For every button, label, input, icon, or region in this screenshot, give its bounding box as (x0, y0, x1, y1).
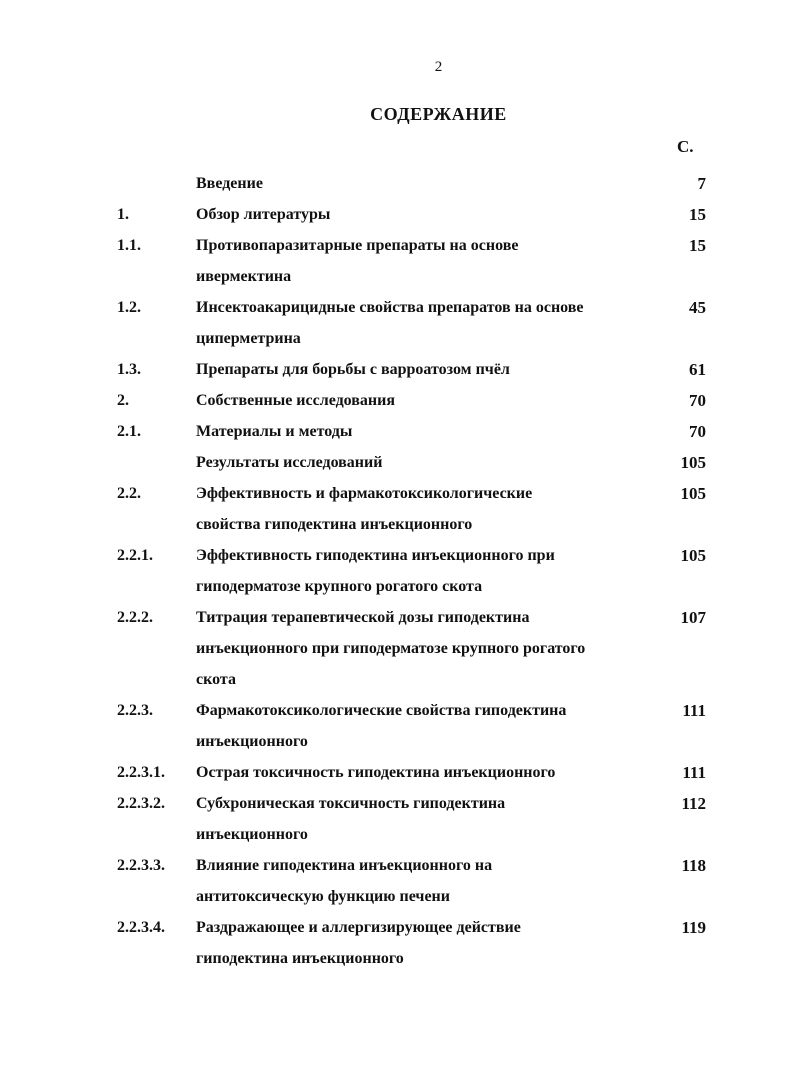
toc-entry-page: 15 (689, 205, 706, 224)
toc-entry-title-line: Фармакотоксикологические свойства гиподектина (196, 702, 567, 719)
toc-entry-page: 119 (681, 918, 706, 937)
toc-entry-title-line: инъекционного при гиподерматозе крупного рогатого (196, 640, 586, 657)
toc-entry-number: 2. (117, 392, 129, 409)
table-of-contents (0, 168, 797, 974)
toc-entry-page: 105 (680, 453, 706, 472)
toc-entry-page: 45 (689, 298, 706, 317)
toc-entry (0, 292, 797, 354)
toc-entry-number: 2.2.3.3. (117, 857, 165, 874)
page-column-header: С. (677, 137, 694, 156)
toc-entry-page: 70 (689, 391, 706, 410)
toc-entry-title-line: Инсектоакарицидные свойства препаратов на основе (196, 299, 584, 316)
toc-entry-title-line: Эффективность гиподектина инъекционного при (196, 547, 555, 564)
toc-entry-title-line: Результаты исследований (196, 454, 383, 471)
toc-entry-title-line: Препараты для борьбы с варроатозом пчёл (196, 361, 510, 378)
toc-entry-title (196, 230, 664, 292)
toc-entry-title-line: Субхроническая токсичность гиподектина (196, 795, 506, 812)
toc-entry-page: 105 (680, 484, 706, 503)
toc-entry (0, 540, 797, 602)
toc-entry-page: 61 (689, 360, 706, 379)
toc-entry-title-line: Титрация терапевтической дозы гиподектина (196, 609, 530, 626)
toc-entry-title-line: гиподерматозе крупного рогатого скота (196, 578, 483, 595)
toc-entry-title (196, 757, 664, 788)
toc-entry-title (196, 695, 664, 757)
toc-entry-number: 2.2.2. (117, 609, 153, 626)
toc-entry-title-line: Влияние гиподектина инъекционного на (196, 857, 493, 874)
toc-entry-page: 107 (680, 608, 706, 627)
toc-entry-title (196, 788, 664, 850)
toc-entry-number: 1.3. (117, 361, 141, 378)
toc-entry-title-line: ивермектина (196, 268, 292, 285)
toc-entry-title (196, 292, 664, 354)
toc-entry-title (196, 602, 664, 695)
toc-entry-title-line: циперметрина (196, 330, 301, 347)
toc-entry (0, 602, 797, 695)
toc-entry (0, 385, 797, 416)
page-number: 2 (434, 59, 443, 75)
toc-entry-title (196, 912, 664, 974)
toc-entry-page: 111 (682, 701, 706, 720)
toc-entry-title (196, 354, 664, 385)
toc-entry-page: 112 (681, 794, 706, 813)
toc-entry-title-line: Обзор литературы (196, 206, 331, 223)
toc-entry (0, 230, 797, 292)
toc-title: СОДЕРЖАНИЕ (370, 104, 507, 124)
toc-entry-page: 105 (680, 546, 706, 565)
toc-entry-title-line: свойства гиподектина инъекционного (196, 516, 473, 533)
toc-entry-title-line: Острая токсичность гиподектина инъекционного (196, 764, 556, 781)
toc-entry (0, 168, 797, 199)
toc-entry-title-line: гиподектина инъекционного (196, 950, 404, 967)
toc-entry (0, 416, 797, 447)
toc-entry-title (196, 478, 664, 540)
toc-entry-number: 1.2. (117, 299, 141, 316)
toc-entry (0, 757, 797, 788)
toc-entry-page: 70 (689, 422, 706, 441)
toc-entry-number: 1.1. (117, 237, 141, 254)
toc-entry-title-line: Эффективность и фармакотоксикологические (196, 485, 533, 502)
toc-entry-page: 7 (697, 174, 706, 193)
toc-entry-title (196, 199, 664, 230)
toc-entry-title (196, 540, 664, 602)
toc-entry-page: 15 (689, 236, 706, 255)
toc-entry-title (196, 385, 664, 416)
toc-entry-number: 2.2.3. (117, 702, 153, 719)
toc-entry-number: 2.2.3.1. (117, 764, 165, 781)
toc-entry-number: 2.2.3.4. (117, 919, 165, 936)
toc-entry-number: 2.1. (117, 423, 141, 440)
toc-entry-title-line: Материалы и методы (196, 423, 353, 440)
toc-entry (0, 478, 797, 540)
toc-entry (0, 850, 797, 912)
toc-entry-title-line: Введение (196, 175, 263, 192)
toc-entry-title (196, 850, 664, 912)
toc-entry (0, 354, 797, 385)
toc-entry (0, 695, 797, 757)
toc-entry-title (196, 168, 664, 199)
toc-entry-title-line: инъекционного (196, 733, 308, 750)
toc-entry (0, 912, 797, 974)
toc-entry-title (196, 416, 664, 447)
toc-entry-number: 2.2.1. (117, 547, 153, 564)
toc-entry-title-line: Противопаразитарные препараты на основе (196, 237, 519, 254)
toc-entry-title-line: Раздражающее и аллергизирующее действие (196, 919, 521, 936)
toc-entry-title-line: инъекционного (196, 826, 308, 843)
toc-entry (0, 447, 797, 478)
toc-entry-number: 2.2. (117, 485, 141, 502)
toc-entry-page: 111 (682, 763, 706, 782)
toc-entry (0, 788, 797, 850)
toc-entry-number: 2.2.3.2. (117, 795, 165, 812)
toc-entry-title-line: антитоксическую функцию печени (196, 888, 450, 905)
toc-entry-title-line: Собственные исследования (196, 392, 396, 409)
toc-entry-number: 1. (117, 206, 129, 223)
toc-entry-title-line: скота (196, 671, 236, 688)
toc-entry-title (196, 447, 664, 478)
toc-entry-page: 118 (681, 856, 706, 875)
toc-entry (0, 199, 797, 230)
